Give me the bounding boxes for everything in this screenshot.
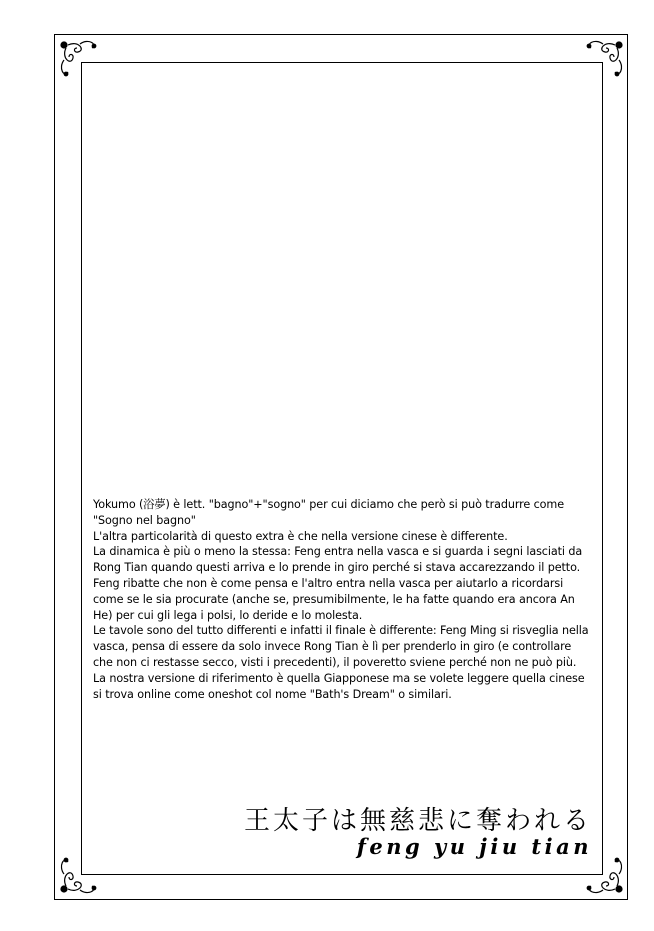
note-paragraph: Le tavole sono del tutto differenti e infatti il finale è differente: Feng Ming si risveglia nella vasca, pensa di essere da solo invece Rong Tian è lì per prenderlo in giro (e controllare che non ci restasse secco, visti i precedenti), il poveretto sviene perché non ne può più. xyxy=(93,624,589,669)
note-paragraph: Feng ribatte che non è come pensa e l'altro entra nella vasca per aiutarlo a ricordarsi come se le sia procurate (anche se, presumibilmente, le ha fatte quando era ancora An He) per cui gli lega i polsi, lo deride e lo molesta. xyxy=(93,576,575,622)
translator-notes xyxy=(93,497,593,702)
note-paragraph: La dinamica è più o meno la stessa: Feng entra nella vasca e si guarda i segni lasciati da Rong Tian quando questi arriva e lo prende in giro perché si stava accarezzando il petto. xyxy=(93,545,583,575)
note-paragraph: La nostra versione di riferimento è quella Giapponese ma se volete leggere quella cinese si trova online come oneshot col nome "Bath's Dream" o similari. xyxy=(93,671,585,701)
corner-flourish-icon xyxy=(565,38,625,98)
inner-frame xyxy=(81,62,603,875)
corner-flourish-icon xyxy=(58,38,118,98)
corner-flourish-icon xyxy=(58,836,118,896)
note-paragraph: Yokumo (浴夢) è lett. "bagno"+"sogno" per cui diciamo che però si può tradurre come "Sogno nel bagno" xyxy=(93,498,564,527)
title-romanized: feng yu jiu tian xyxy=(356,834,592,859)
note-paragraph: L'altra particolarità di questo extra è che nella versione cinese è differente. xyxy=(93,529,508,543)
title-japanese: 王太子は無慈悲に奪われる xyxy=(243,806,592,836)
